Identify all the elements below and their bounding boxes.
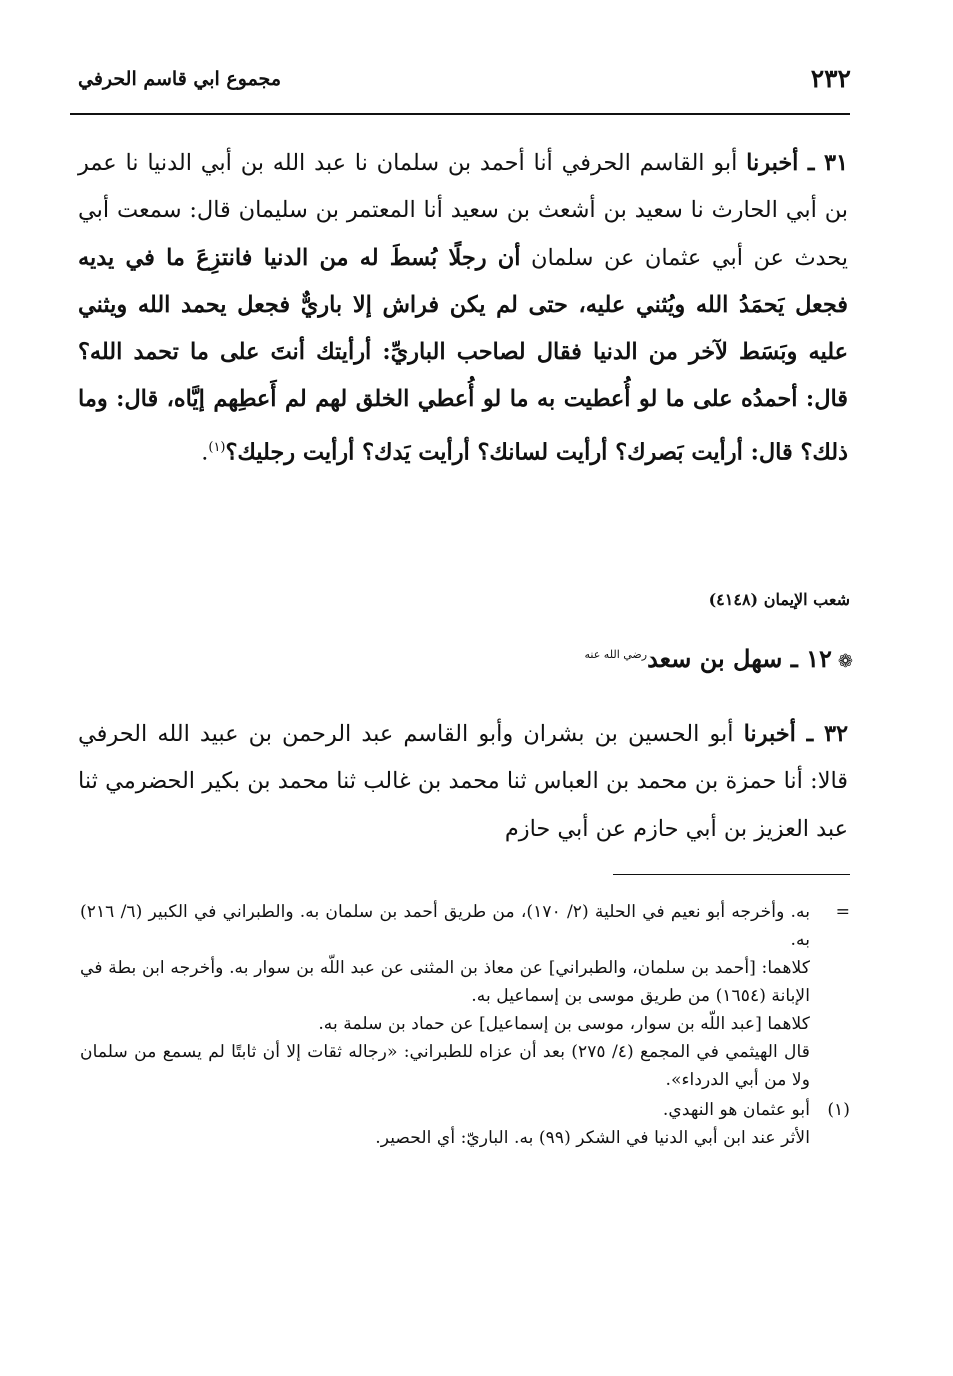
section-heading xyxy=(520,644,853,673)
hadith-32 xyxy=(78,711,848,853)
footnote-1-mark: (١) xyxy=(827,1100,850,1120)
continuation-mark: = xyxy=(835,902,850,922)
source-reference: شعب الإيمان (٤١٤٨) xyxy=(708,590,850,609)
section-title: ١٢ ـ سهل بن سعد xyxy=(647,644,832,673)
footnote-ref-1: (١) xyxy=(208,439,226,455)
flower-ornament-icon: ❁ xyxy=(837,651,853,672)
footnote-1 xyxy=(80,1096,850,1152)
hadith-32-text: أبو الحسين بن بشران وأبو القاسم عبد الرحمن بن عبيد الله الحرفي قالا: أنا حمزة بن محمد بن العباس ثنا محمد بن غالب ثنا محمد بن بكير الحضرمي ثنا عبد العزيز بن أبي حازم عن أبي حازم xyxy=(78,721,848,842)
footnote-continuation xyxy=(80,898,850,1094)
footnote-1-line-2: الأثر عند ابن أبي الدنيا في الشكر (٩٩) به. الباريّ: أي الحصير. xyxy=(375,1128,810,1148)
hadith-32-lead: ٣٢ ـ أخبرنا xyxy=(743,721,848,747)
hadith-31-lead: ٣١ ـ أخبرنا xyxy=(746,150,848,176)
footnote-cont-para-2: كلاهما: [أحمد بن سلمان، والطبراني] عن معاذ بن المثنى عن عبد اللّه بن سوار به. وأخرجه ابن بطة في الإبانة (١٦٥٤) من طريق موسى بن إسماعيل به. xyxy=(80,958,810,1006)
running-title: مجموع ابي قاسم الحرفي xyxy=(78,68,281,90)
hadith-31 xyxy=(78,140,848,477)
header-rule xyxy=(70,113,850,115)
hadith-31-chain: أبو القاسم الحرفي أنا أحمد بن سلمان نا عبد الله بن أبي الدنيا نا عمر بن أبي الحارث نا سعيد بن أشعث بن سعيد أنا المعتمر بن سليمان قال: سمعت أبي يحدث عن أبي عثمان عن سلمان xyxy=(78,150,848,271)
footnotes xyxy=(80,898,850,1152)
hadith-31-end: . xyxy=(201,439,209,466)
honorific-glyph: رضي الله عنه xyxy=(584,648,648,661)
footnote-1-line-1: أبو عثمان هو النهدي. xyxy=(662,1100,810,1120)
page-number: ٢٣٢ xyxy=(810,64,851,93)
footnote-cont-para-4: قال الهيثمي في المجمع (٤/ ٢٧٥) بعد أن عزاه للطبراني: «رجاله ثقات إلا أن ثابتًا لم يسمع من سلمان ولا من أبي الدرداء». xyxy=(80,1042,810,1090)
footnote-cont-para-1: به. وأخرجه أبو نعيم في الحلية (٢/ ١٧٠)، من طريق أحمد بن سلمان به. والطبراني في الكبير (٦/ ٢١٦) به. xyxy=(80,902,810,950)
footnote-cont-para-3: كلاهما [عبد اللّه بن سوار، موسى بن إسماعيل] عن حماد بن سلمة به. xyxy=(318,1014,810,1034)
footnote-separator xyxy=(613,874,850,875)
hadith-31-matn: أن رجلًا بُسطَ له من الدنيا فانتزِعَ ما في يديه فجعل يَحمَدُ الله ويُثني عليه، حتى لم يكن فراش إلا باريٌّ فجعل يحمد الله ويثني عليه وبَسَط لآخر من الدنيا فقال لصاحب الباريِّ: أرأيتك أنتَ على ما تحمد الله؟ قال: أحمدُه على ما لو أُعطيت به ما لو أُعطي الخلق لهم لم أَعطِهم إيَّاه، قال: وما ذلك؟ قال: أرأيت بَصرك؟ أرأيت لسانك؟ أرأيت يَدك؟ أرأيت رجليك؟ xyxy=(78,244,848,466)
page-header xyxy=(70,58,853,108)
